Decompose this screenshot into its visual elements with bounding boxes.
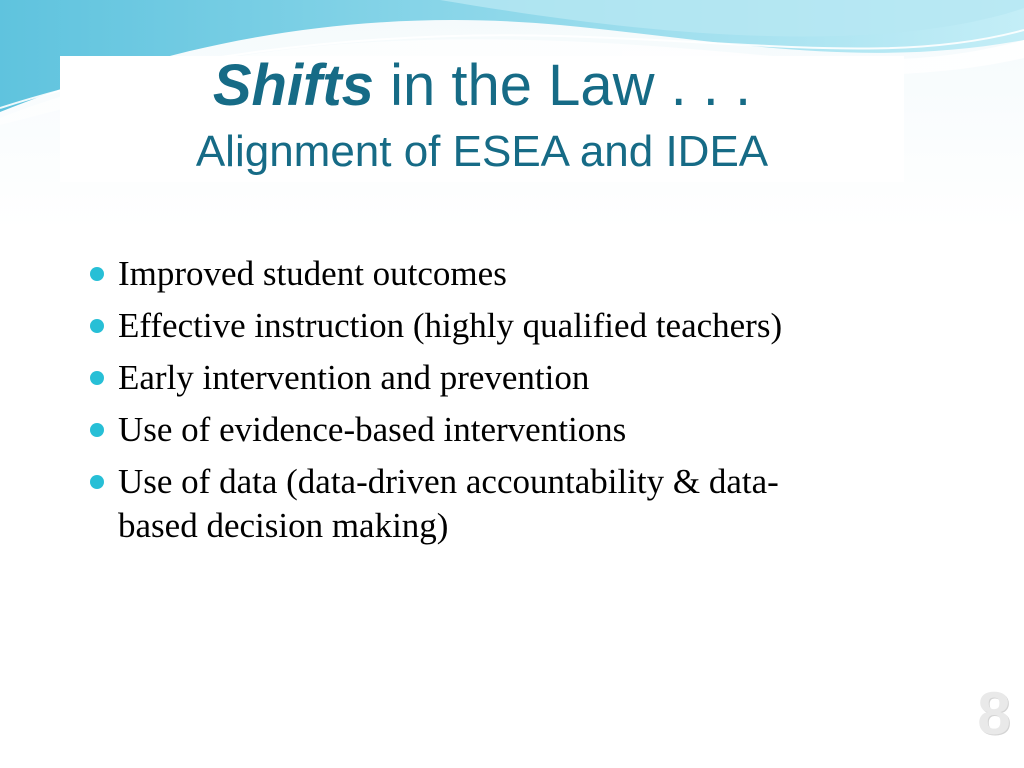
title-box <box>60 53 904 182</box>
bullet-list <box>88 252 848 556</box>
bullet-text: Use of data (data-driven accountability & data-based decision making) <box>118 462 779 545</box>
bullet-item <box>88 460 848 548</box>
bullet-dot-icon <box>90 475 104 489</box>
bullet-item <box>88 356 848 400</box>
title-rest: in the Law . . . <box>373 53 752 118</box>
bullet-text: Effective instruction (highly qualified teachers) <box>118 306 783 345</box>
bullet-dot-icon <box>90 267 104 281</box>
bullet-item <box>88 304 848 348</box>
slide-title <box>60 53 904 118</box>
slide-number: 8 <box>977 680 1011 747</box>
bullet-dot-icon <box>90 371 104 385</box>
bullet-text: Improved student outcomes <box>118 254 507 293</box>
bullet-dot-icon <box>90 319 104 333</box>
slide-subtitle: Alignment of ESEA and IDEA <box>195 127 769 176</box>
bullet-item <box>88 408 848 452</box>
bullet-text: Use of evidence-based interventions <box>118 410 627 449</box>
title-emphasis: Shifts <box>212 53 374 118</box>
bullet-item <box>88 252 848 296</box>
bullet-text: Early intervention and prevention <box>118 358 590 397</box>
bullet-dot-icon <box>90 423 104 437</box>
